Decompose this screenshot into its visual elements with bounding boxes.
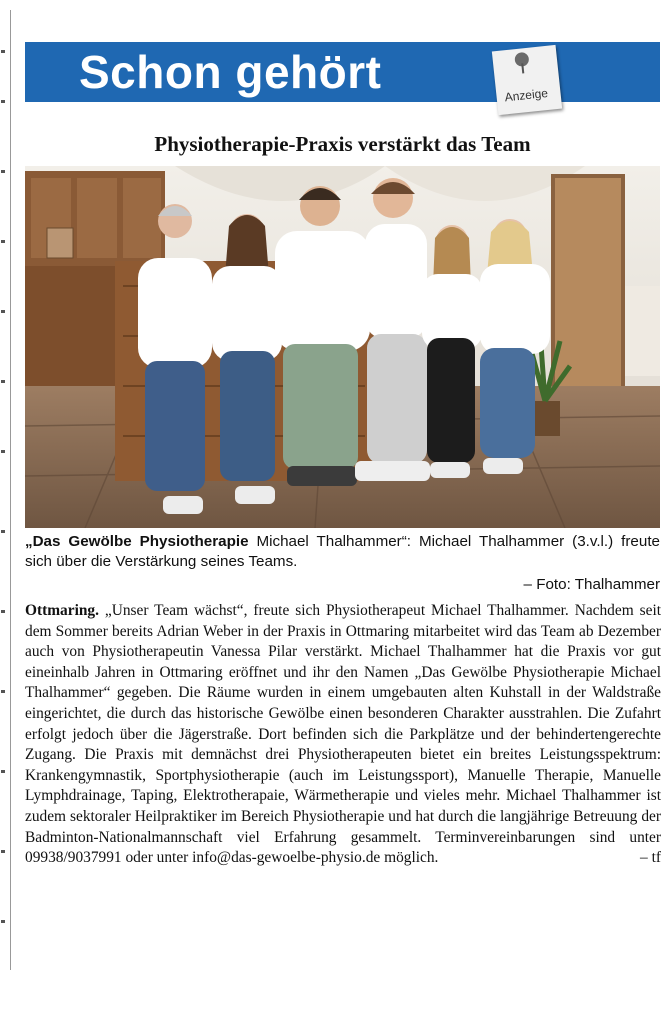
photo-caption — [25, 532, 660, 572]
caption-text: Michael Thalhammer“: Michael Thalhammer (3.v.l.) freute sich über die Verstärkung seines Teams. — [25, 533, 660, 570]
banner-title: Schon gehört — [79, 46, 382, 98]
article-text: „Unser Team wächst“, freute sich Physiotherapeut Michael Thalhammer. Nachdem seit dem Sommer bereits Adrian Weber in der Praxis in Ottmaring mitarbeitet wird das Team ab Dezember auch von Physiotherapeutin Vanessa Pilar verstärkt. Michael Thalhammer hat die Praxis vor gut eineinhalb Jahren in Ottmaring eröffnet und ihr den Namen „Das Gewölbe Physiotherapie Michael Thalhammer“ gegeben. Die Räume wurden in einem umgebauten alten Kuhstall in der Waldstraße eingerichtet, die durch das historische Gewölbe einen besonderen Charakter ausstrahlen. Die Zufahrt erfolgt jedoch über die Jägerstraße. Dort befinden sich die Parkplätze und der behindertengerechte Zugang. Die Praxis mit demnächst drei Physiotherapeuten bietet ein breites Leistungsspektrum: Krankengymnastik, Sportphysiotherapie (auch im Leistungssport), Manuelle Therapie, Manuelle Lymphdrainage, Taping, Elektrotherapaie, Wärmetherapie und vieles mehr. Michael Thalhammer ist zudem sektoraler Heilpraktiker im Bereich Physiotherapie und hat durch die langjährige Betreuung der Badminton-Nationalmannschaft viel Erfahrung gesammelt. Terminvereinbarungen sind unter 09938/9037991 oder unter info@das-gewoelbe-physio.de möglich. — [25, 602, 661, 867]
photo-credit: – Foto: Thalhammer — [523, 576, 660, 593]
anzeige-note — [492, 45, 562, 115]
page-top-strip — [0, 0, 668, 10]
left-column-edge — [0, 10, 11, 970]
article-body — [25, 601, 661, 869]
anzeige-label: Anzeige — [503, 85, 549, 105]
dateline: Ottmaring. — [25, 602, 99, 619]
pushpin-icon — [514, 52, 529, 67]
caption-bold: „Das Gewölbe Physiotherapie — [25, 533, 249, 550]
group-photo-icon — [25, 166, 660, 528]
article-headline: Physiotherapie-Praxis verstärkt das Team — [154, 132, 531, 156]
section-banner — [25, 42, 660, 105]
author-signature: – tf — [640, 849, 661, 867]
team-photo — [25, 166, 660, 528]
